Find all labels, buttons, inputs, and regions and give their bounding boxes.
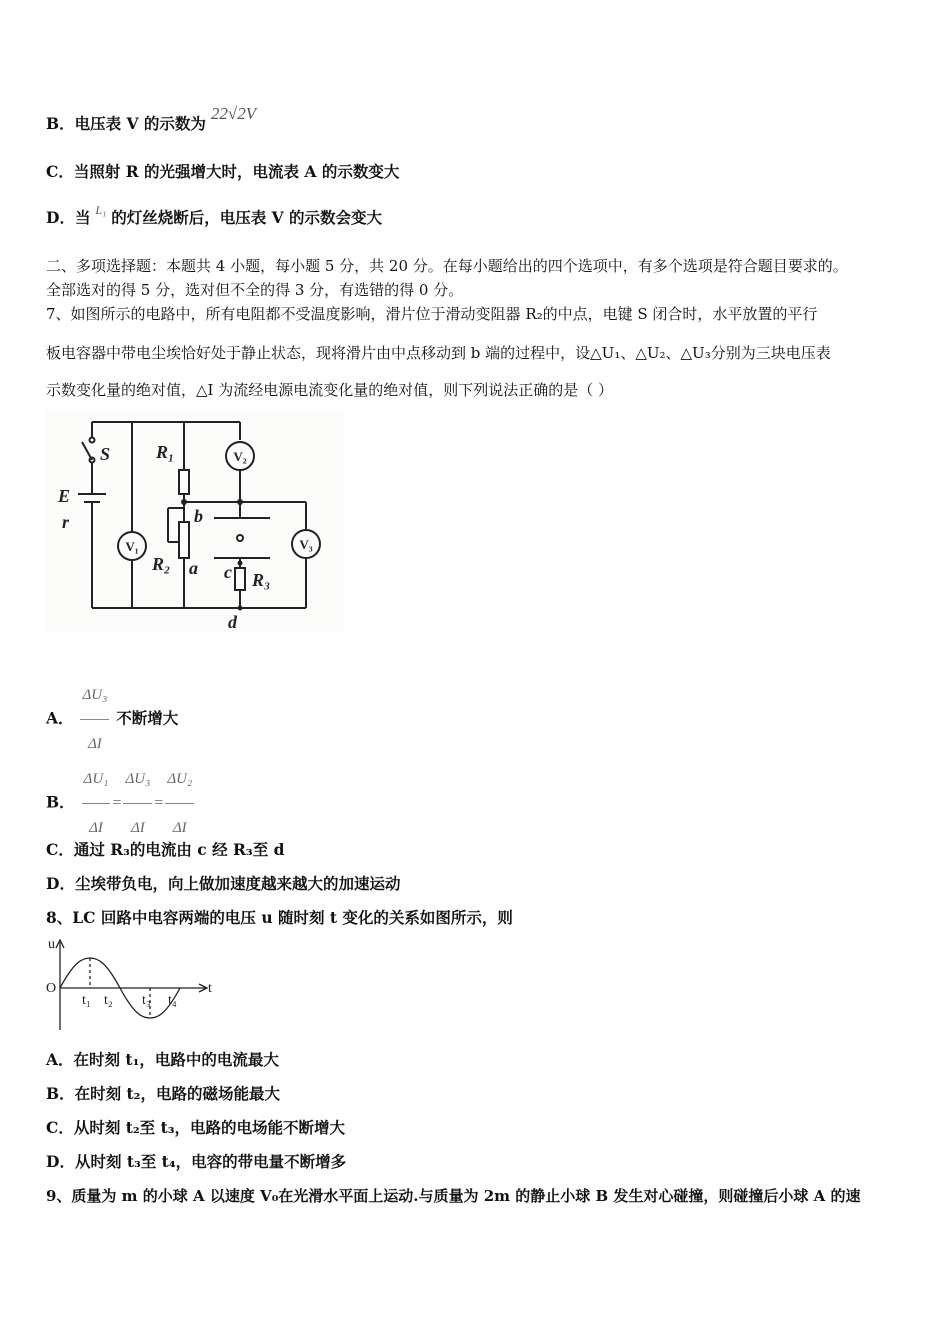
q7-option-b: B． $\frac{\text{ΔU₁}}{\Delta I}$ = $\frac{\text{ΔU₃}}{\Delta I}$ = $\frac{\text{ΔU₂}}{\Delta I}$ [46,756,196,851]
label-c: c [224,562,232,582]
label-b: b [194,506,203,526]
q7-option-a: A． $\frac{\text{ΔU₃}}{\Delta I}$ 不断增大 [46,672,178,767]
section2-line1: 二、多项选择题：本题共 4 小题，每小题 5 分，共 20 分。在每小题给出的四个选项中，有多个选项是符合题目要求的。 [46,257,848,275]
q6-b-value: 22√2V [210,104,257,123]
label-r: r [62,512,70,532]
q7-stem-line2: 板电容器中带电尘埃恰好处于静止状态，现将滑片由中点移动到 b 端的过程中，设△U₁、△U₂、△U₃分别为三块电压表 [46,344,831,362]
q6-option-d: D．当 $^{L_1}$ 的灯丝烧断后，电压表 V 的示数会变大 [46,203,383,227]
q6-option-c: C．当照射 R 的光强增大时，电流表 A 的示数变大 [46,162,400,181]
graph-label-t3: t₃ [142,993,151,1008]
graph-label-origin: O [46,981,57,996]
section2-line2: 全部选对的得 5 分，选对但不全的得 3 分，有选错的得 0 分。 [46,281,464,299]
graph-label-t4: t₄ [168,993,177,1008]
q7-stem-line1: 7、如图所示的电路中，所有电阻都不受温度影响，滑片位于滑动变阻器 R₂的中点，电键 S 闭合时，水平放置的平行 [46,305,818,323]
q8-option-d: D．从时刻 t₃至 t₄，电容的带电量不断增多 [46,1152,347,1171]
q7-b-fraction-2: $\frac{\text{ΔU₃}}{\Delta I}$ [123,756,152,851]
label-v3: V₃ [299,537,313,552]
q7-stem-line3: 示数变化量的绝对值，△I 为流经电源电流变化量的绝对值，则下列说法正确的是（ ） [46,381,614,399]
q7-option-c: C．通过 R₃的电流由 c 经 R₃至 d [46,840,285,859]
graph-label-t: t [208,981,212,996]
q8-waveform-graph [44,934,224,1034]
q7-b-fraction-3: $\frac{\text{ΔU₂}}{\Delta I}$ [165,756,194,851]
label-e: E [58,486,71,506]
q7-a-fraction: $\frac{\text{ΔU₃}}{\Delta I}$ [80,672,109,767]
graph-label-u: u [48,937,55,952]
graph-label-t1: t₁ [82,993,91,1008]
label-d: d [228,612,237,632]
q6-option-b: B．电压表 V 的示数为 22√2V [46,104,257,133]
q8-option-a: A．在时刻 t₁，电路中的电流最大 [46,1050,279,1069]
q8-option-c: C．从时刻 t₂至 t₃，电路的电场能不断增大 [46,1118,346,1137]
label-a: a [189,558,198,578]
q7-option-d: D．尘埃带负电，向上做加速度越来越大的加速运动 [46,874,401,893]
q8-option-b: B．在时刻 t₂，电路的磁场能最大 [46,1084,280,1103]
q7-circuit-diagram [44,410,344,632]
q6-d-symbol: L₁ [95,203,107,217]
label-r3: R₃ [252,570,271,590]
label-s: S [100,444,111,464]
q7-b-fraction-1: $\frac{\text{ΔU₁}}{\Delta I}$ [82,756,111,851]
graph-label-t2: t₂ [104,993,113,1008]
label-v1: V₁ [125,539,139,554]
label-r2: R₂ [152,554,171,574]
label-r1: R₁ [156,442,175,462]
label-v2: V₂ [233,449,247,464]
q9-stem: 9、质量为 m 的小球 A 以速度 V₀在光滑水平面上运动.与质量为 2m 的静止小球 B 发生对心碰撞，则碰撞后小球 A 的速 [46,1187,861,1205]
q8-stem: 8、LC 回路中电容两端的电压 u 随时刻 t 变化的关系如图所示，则 [46,908,513,927]
